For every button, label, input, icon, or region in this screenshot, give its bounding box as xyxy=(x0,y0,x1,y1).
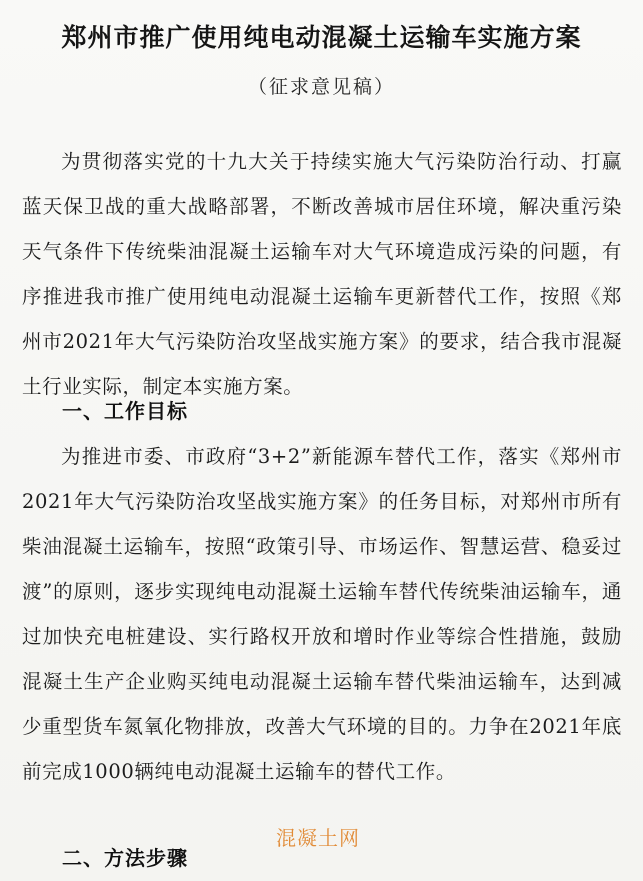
document-title: 郑州市推广使用纯电动混凝土运输车实施方案 xyxy=(61,23,582,52)
document-subtitle: （征求意见稿） xyxy=(247,76,395,98)
section-1-heading: 一、工作目标 xyxy=(62,399,188,423)
section-1-paragraph: 为推进市委、市政府“3+2”新能源车替代工作，落实《郑州市2021年大气污染防治攻坚战实施方案》的任务目标，对郑州市所有柴油混凝土运输车，按照“政策引导、市场运作、智慧运营、稳妥过渡”的原则，逐步实现纯电动混凝土运输车替代传统柴油运输车，通过加快充电桩建设、实行路权开放和增时作业等综合性措施，鼓励混凝土生产企业购买纯电动混凝土运输车替代柴油运输车，达到减少重型货车氮氧化物排放，改善大气环境的目的。力争在2021年底前完成1000辆纯电动混凝土运输车的替代工作。 xyxy=(22,445,622,783)
intro-paragraph: 为贯彻落实党的十九大关于持续实施大气污染防治行动、打赢蓝天保卫战的重大战略部署，不断改善城市居住环境，解决重污染天气条件下传统柴油混凝土运输车对大气环境造成污染的问题，有序推进我市推广使用纯电动混凝土运输车更新替代工作，按照《郑州市2021年大气污染防治攻坚战实施方案》的要求，结合我市混凝土行业实际，制定本实施方案。 xyxy=(22,150,622,398)
watermark-logo: 混凝土网 xyxy=(276,826,360,850)
section-2-heading: 二、方法步骤 xyxy=(62,846,188,870)
